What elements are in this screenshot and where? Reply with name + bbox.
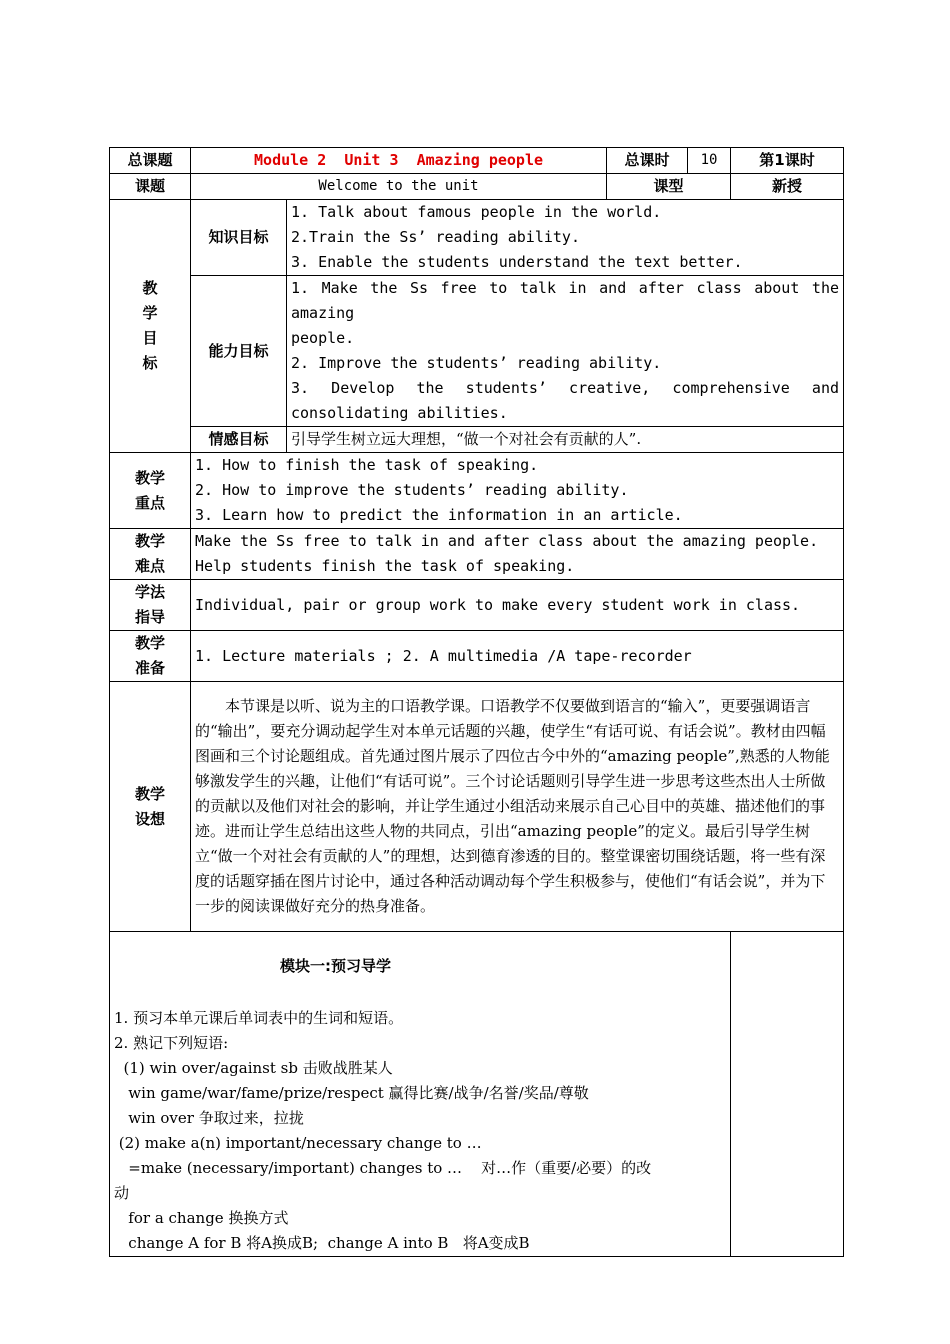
difficulty-line: Make the Ss free to talk in and after class about the amazing people. xyxy=(195,532,819,550)
module1-row xyxy=(110,932,844,1257)
key-points-label-line: 重点 xyxy=(134,493,165,512)
total-hours-label: 总课时 xyxy=(607,148,688,174)
module1-title: 模块一:预习导学 xyxy=(280,957,391,975)
objectives-emotion-row xyxy=(110,427,844,453)
module1-line: 1. 预习本单元课后单词表中的生词和短语。 xyxy=(114,1009,404,1027)
difficulties-label xyxy=(110,529,191,580)
key-point-line: 2. How to improve the students’ reading ability. xyxy=(195,481,629,499)
method-row xyxy=(110,580,844,631)
key-points-row xyxy=(110,453,844,529)
design-content: 本节课是以听、说为主的口语教学课。口语教学不仅要做到语言的“输入”，更要强调语言的“输出”，要充分调动起学生对本单元话题的兴趣，使学生“有话可说、有话会说”。教材由四幅图画和三个讨论题组成。首先通过图片展示了四位古今中外的“amazing people”,熟悉的人物能够激发学生的兴趣，让他们“有话可说”。三个讨论话题则引导学生进一步思考这些杰出人士所做的贡献以及他们对社会的影响，并让学生通过小组活动来展示自己心目中的英雄、描述他们的事迹。进而让学生总结出这些人物的共同点，引出“amazing people”的定义。最后引导学生树立“做一个对社会有贡献的人”的理想，达到德育渗透的目的。整堂课密切围绕话题，将一些有深度的话题穿插在图片讨论中，通过各种活动调动每个学生积极参与，使他们“有话会说”，并为下一步的阅读课做好充分的热身准备。 xyxy=(191,682,844,932)
topic-label: 课题 xyxy=(110,174,191,200)
objectives-label-char: 学 xyxy=(142,304,158,322)
total-topic-value: Module 2 Unit 3 Amazing people xyxy=(191,148,607,174)
knowledge-line: 1. Talk about famous people in the world. xyxy=(291,203,662,221)
module1-line: (1) win over/against sb 击败战胜某人 xyxy=(114,1059,393,1077)
objectives-label-char: 目 xyxy=(142,329,158,347)
ability-objective-label: 能力目标 xyxy=(191,276,287,427)
topic-row xyxy=(110,174,844,200)
module1-notes-column xyxy=(731,932,844,1257)
key-points-label xyxy=(110,453,191,529)
key-point-line: 1. How to finish the task of speaking. xyxy=(195,456,539,474)
objectives-knowledge-row xyxy=(110,200,844,276)
difficulties-label-line: 难点 xyxy=(134,557,165,575)
method-label-line: 学法 xyxy=(134,583,165,601)
difficulty-line: Help students finish the task of speaking. xyxy=(195,557,575,575)
module1-line: win game/war/fame/prize/respect 赢得比赛/战争/名誉/奖品/尊敬 xyxy=(114,1084,589,1102)
objectives-label xyxy=(110,200,191,453)
lesson-type-label: 课型 xyxy=(607,174,731,200)
objectives-label-char: 标 xyxy=(142,354,158,372)
emotion-objective-content: 引导学生树立远大理想，“做一个对社会有贡献的人”. xyxy=(287,427,844,453)
difficulties-content xyxy=(191,529,844,580)
total-hours-value: 10 xyxy=(688,148,731,174)
method-content: Individual, pair or group work to make every student work in class. xyxy=(191,580,844,631)
module1-line: change A for B 将A换成B; change A into B 将A变成B xyxy=(114,1234,530,1252)
ability-line: 1. Make the Ss free to talk in and after class about the amazing xyxy=(291,279,840,322)
preparation-label-line: 教学 xyxy=(134,634,165,652)
design-label-line: 教学 xyxy=(134,784,165,803)
knowledge-objective-label: 知识目标 xyxy=(191,200,287,276)
lesson-plan-table xyxy=(109,147,844,1257)
header-row xyxy=(110,148,844,174)
difficulties-row xyxy=(110,529,844,580)
ability-line: consolidating abilities. xyxy=(291,404,508,422)
lesson-number: 第1课时 xyxy=(731,148,844,174)
design-label xyxy=(110,682,191,932)
ability-line: 2. Improve the students’ reading ability. xyxy=(291,354,662,372)
module1-line: 2. 熟记下列短语: xyxy=(114,1034,229,1052)
module1-line: 动 xyxy=(114,1184,130,1202)
ability-line: 3. Develop the students’ creative, comprehensive and xyxy=(291,379,840,397)
module1-content xyxy=(110,932,731,1257)
emotion-objective-label: 情感目标 xyxy=(191,427,287,453)
ability-line: people. xyxy=(291,329,355,347)
method-label xyxy=(110,580,191,631)
objectives-label-char: 教 xyxy=(142,279,158,297)
module1-line: (2) make a(n) important/necessary change to … xyxy=(114,1134,482,1152)
preparation-label xyxy=(110,631,191,682)
preparation-row xyxy=(110,631,844,682)
method-label-line: 指导 xyxy=(134,608,165,626)
design-row xyxy=(110,682,844,932)
key-points-label-line: 教学 xyxy=(134,468,165,487)
knowledge-line: 2.Train the Ss’ reading ability. xyxy=(291,228,580,246)
knowledge-objective-content xyxy=(287,200,844,276)
objectives-ability-row xyxy=(110,276,844,427)
topic-value: Welcome to the unit xyxy=(191,174,607,200)
module1-line: for a change 换换方式 xyxy=(114,1209,289,1227)
design-label-line: 设想 xyxy=(134,809,165,828)
module1-line: =make (necessary/important) changes to … 对…作（重要/必要）的改 xyxy=(114,1159,652,1177)
key-points-content xyxy=(191,453,844,529)
preparation-content: 1. Lecture materials ; 2. A multimedia /A tape-recorder xyxy=(191,631,844,682)
knowledge-line: 3. Enable the students understand the text better. xyxy=(291,253,743,271)
module1-line: win over 争取过来，拉拢 xyxy=(114,1109,304,1127)
ability-objective-content xyxy=(287,276,844,427)
key-point-line: 3. Learn how to predict the information in an article. xyxy=(195,506,683,524)
total-topic-label: 总课题 xyxy=(110,148,191,174)
preparation-label-line: 准备 xyxy=(134,659,165,677)
lesson-type-value: 新授 xyxy=(731,174,844,200)
difficulties-label-line: 教学 xyxy=(134,532,165,550)
